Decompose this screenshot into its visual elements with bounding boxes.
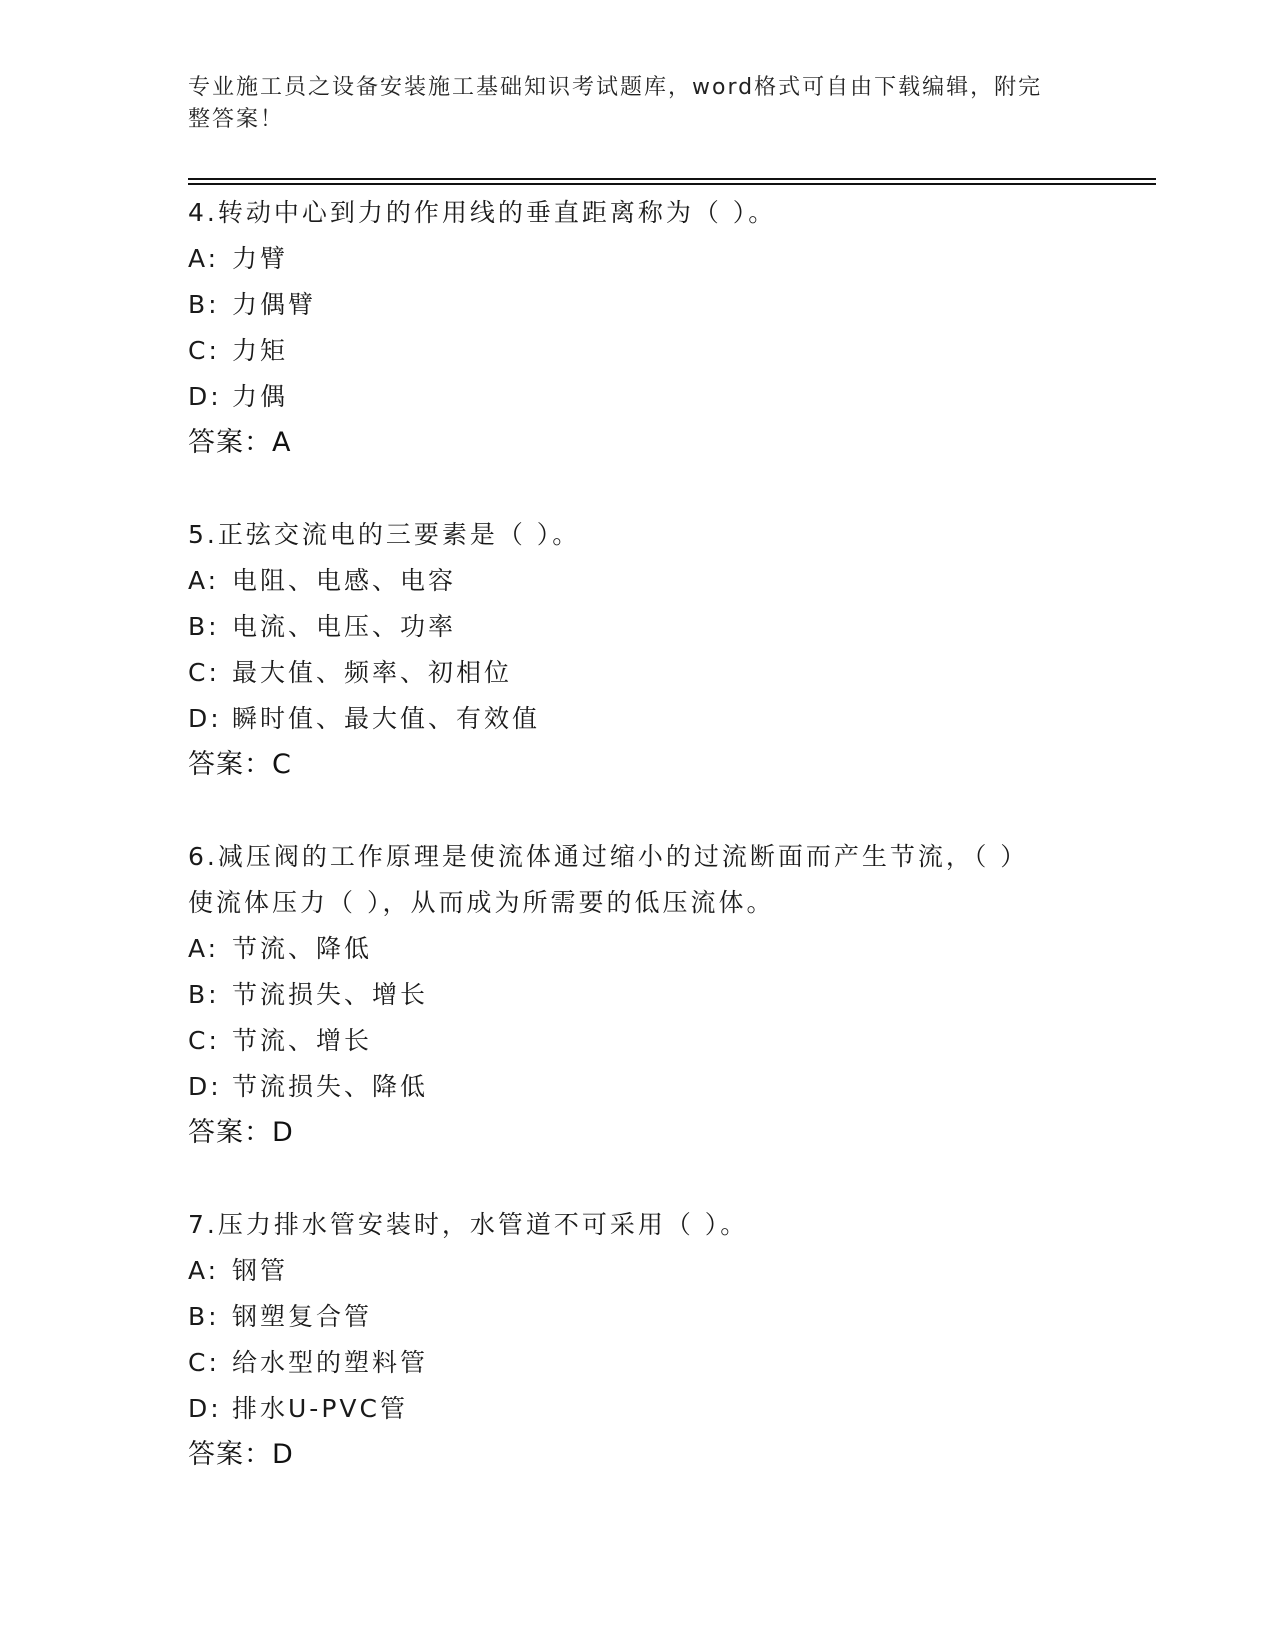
option-text: 节流、增长 <box>232 1026 373 1055</box>
question-stem <box>188 1202 1138 1248</box>
option-text: 力偶 <box>232 382 289 411</box>
option-d <box>188 1064 1138 1110</box>
option-letter: D: <box>188 1072 222 1101</box>
option-text: 节流、降低 <box>232 934 373 963</box>
answer-line: 答案：C <box>188 749 292 780</box>
question-stem <box>188 834 1138 926</box>
option-a <box>188 1248 1138 1294</box>
option-text: 排水U-PVC管 <box>232 1394 408 1423</box>
option-a <box>188 926 1138 972</box>
option-text: 给水型的塑料管 <box>232 1348 429 1377</box>
option-text: 最大值、频率、初相位 <box>232 658 513 687</box>
option-letter: C: <box>188 1348 220 1377</box>
question-stem-line: 7.压力排水管安装时，水管道不可采用（ ）。 <box>188 1210 749 1239</box>
option-letter: B: <box>188 612 220 641</box>
document-header <box>188 72 1068 136</box>
option-b <box>188 1294 1138 1340</box>
option-c <box>188 1018 1138 1064</box>
option-c <box>188 1340 1138 1386</box>
option-text: 钢管 <box>232 1256 289 1285</box>
header-line-2: 整答案！ <box>188 107 285 132</box>
option-text: 力臂 <box>232 244 289 273</box>
option-d <box>188 696 1138 742</box>
option-letter: B: <box>188 1302 220 1331</box>
option-letter: A: <box>188 934 220 963</box>
option-text: 电流、电压、功率 <box>232 612 457 641</box>
question-4 <box>188 190 1138 466</box>
option-letter: C: <box>188 658 220 687</box>
question-6 <box>188 834 1138 1156</box>
option-letter: B: <box>188 980 220 1009</box>
option-b <box>188 282 1138 328</box>
option-d <box>188 1386 1138 1432</box>
header-line-1: 专业施工员之设备安装施工基础知识考试题库，word格式可自由下载编辑，附完 <box>188 75 1043 100</box>
option-text: 钢塑复合管 <box>232 1302 373 1331</box>
question-stem-line: 4.转动中心到力的作用线的垂直距离称为（ ）。 <box>188 198 777 227</box>
option-letter: D: <box>188 1394 222 1423</box>
question-5 <box>188 512 1138 788</box>
question-7 <box>188 1202 1138 1478</box>
option-letter: C: <box>188 1026 220 1055</box>
answer-line: 答案：D <box>188 1439 294 1470</box>
option-text: 电阻、电感、电容 <box>232 566 457 595</box>
question-stem <box>188 512 1138 558</box>
answer-line: 答案：A <box>188 427 292 458</box>
header-divider-bottom <box>188 183 1156 185</box>
option-text: 瞬时值、最大值、有效值 <box>232 704 541 733</box>
option-letter: D: <box>188 382 222 411</box>
question-stem-line: 6.减压阀的工作原理是使流体通过缩小的过流断面而产生节流，（ ） <box>188 842 1029 871</box>
question-stem-line: 5.正弦交流电的三要素是（ ）。 <box>188 520 581 549</box>
header-divider-top <box>188 178 1156 180</box>
option-letter: A: <box>188 566 220 595</box>
option-text: 节流损失、降低 <box>232 1072 429 1101</box>
option-letter: C: <box>188 336 220 365</box>
option-b <box>188 972 1138 1018</box>
option-c <box>188 650 1138 696</box>
option-a <box>188 236 1138 282</box>
question-stem <box>188 190 1138 236</box>
option-letter: D: <box>188 704 222 733</box>
option-letter: A: <box>188 1256 220 1285</box>
option-c <box>188 328 1138 374</box>
answer-line: 答案：D <box>188 1117 294 1148</box>
option-text: 力偶臂 <box>232 290 317 319</box>
option-letter: A: <box>188 244 220 273</box>
question-list <box>188 190 1138 1524</box>
option-letter: B: <box>188 290 220 319</box>
question-stem-line: 使流体压力（ ），从而成为所需要的低压流体。 <box>188 888 775 917</box>
option-b <box>188 604 1138 650</box>
option-a <box>188 558 1138 604</box>
option-text: 节流损失、增长 <box>232 980 429 1009</box>
option-text: 力矩 <box>232 336 289 365</box>
option-d <box>188 374 1138 420</box>
